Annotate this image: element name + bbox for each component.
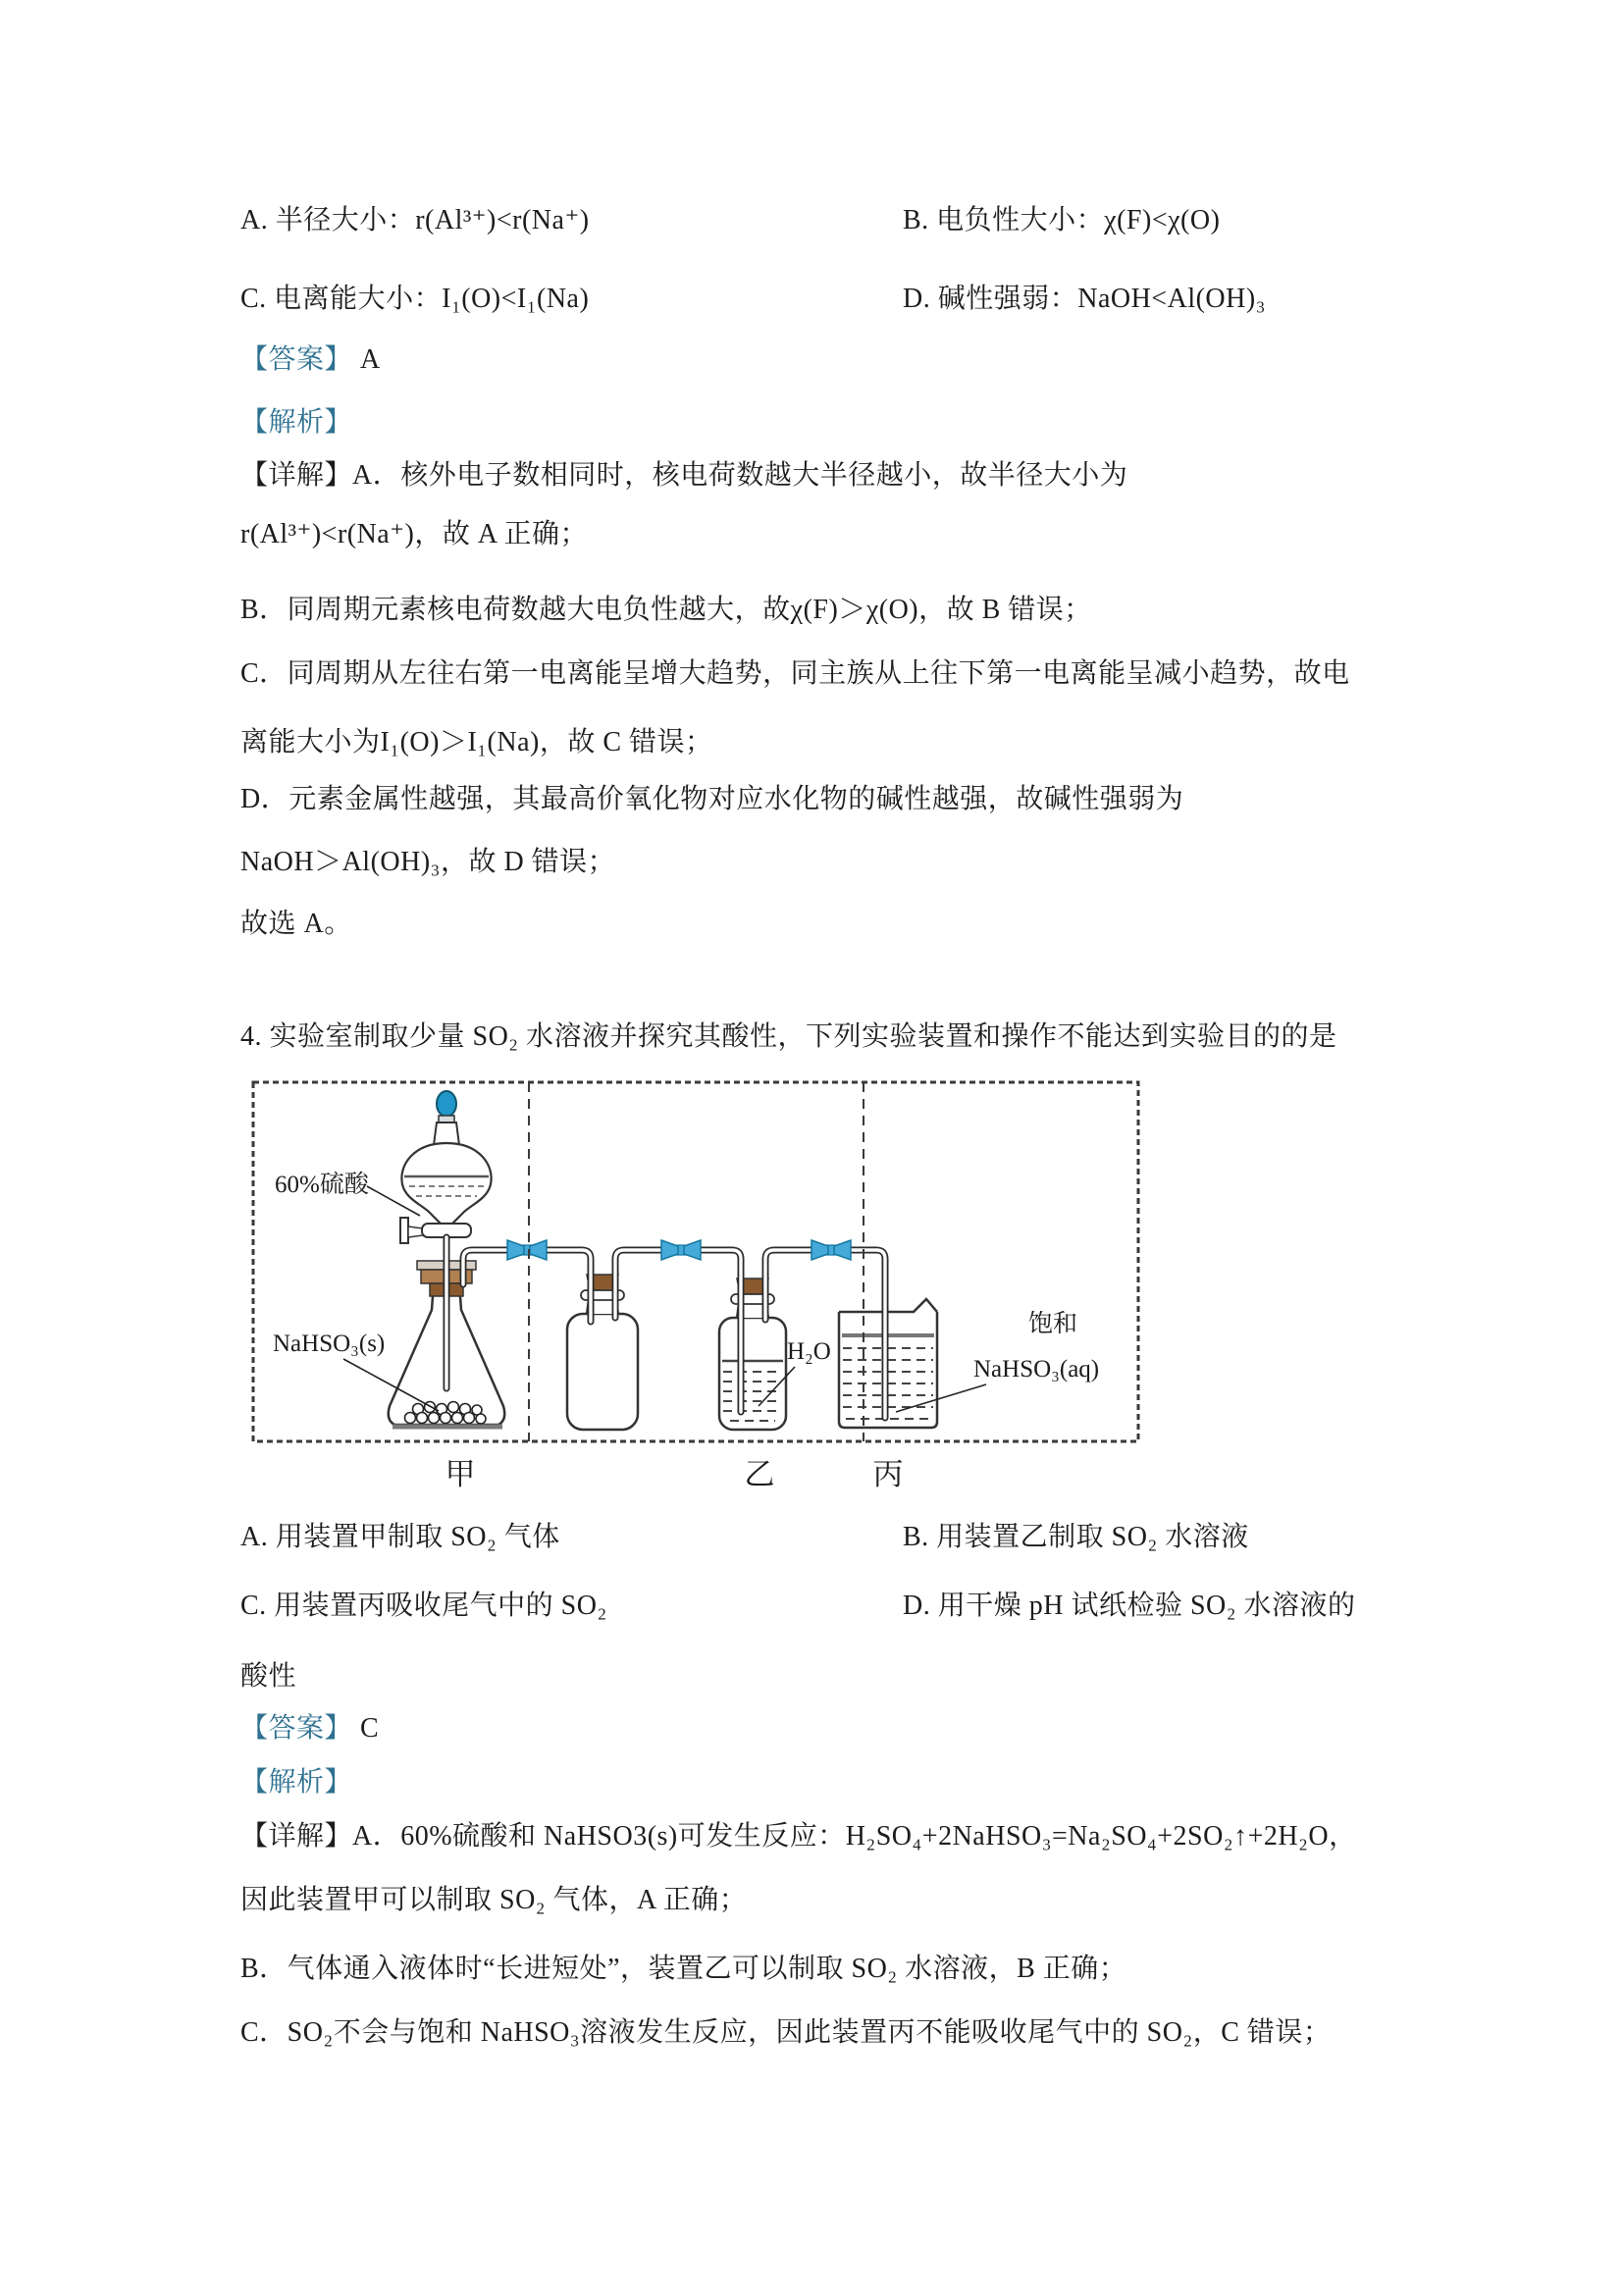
q3-detail-line: B．同周期元素核电荷数越大电负性越大，故χ(F)＞χ(O)，故 B 错误； [240,595,1092,625]
funnel-stopcock [400,1218,471,1243]
device-label-yi: 乙 [744,1457,775,1491]
saturated-label-line2: NaHSO₃(aq) [973,1356,1100,1383]
q3-option-d: D. 碱性强弱：NaOH<Al(OH)₃ [903,284,1266,314]
q3-detail-line: 【详解】A．核外电子数相同时，核电荷数越大半径越小，故半径大小为 [240,460,1128,491]
q3-option-b: B. 电负性大小：χ(F)<χ(O) [903,205,1221,235]
q3-detail-line: 离能大小为I₁(O)＞I₁(Na)，故 C 错误； [240,727,713,757]
q4-detail-line: B．气体通入液体时“长进短处”，装置乙可以制取 SO₂ 水溶液，B 正确； [240,1954,1127,1984]
separating-funnel [400,1091,492,1243]
q4-answer-value: C [360,1713,380,1744]
q4-option-b: B. 用装置乙制取 SO₂ 水溶液 [903,1522,1249,1552]
gas-bottle-water [719,1302,786,1430]
analysis-tag: 【解析】 [240,407,353,438]
funnel-stopper-knob [437,1091,456,1117]
q4-option-c: C. 用装置丙吸收尾气中的 SO₂ [240,1591,607,1621]
acid-label: 60%硫酸 [275,1172,369,1198]
gas-bottle-empty [567,1298,638,1430]
q4-option-a: A. 用装置甲制取 SO₂ 气体 [240,1522,560,1552]
q4-detail-line: C．SO₂不会与饱和 NaHSO₃溶液发生反应，因此装置丙不能吸收尾气中的 SO₂，C 错误； [240,2017,1332,2048]
q4-analysis-line [240,1766,352,1800]
q3-answer-line [240,343,381,377]
valve-icon [507,1240,547,1260]
q4-option-d-continuation: 酸性 [240,1661,297,1692]
saturated-label-line1: 饱和 [1028,1311,1078,1337]
device-label-jia: 甲 [445,1457,476,1491]
q4-answer-line [240,1712,379,1746]
q4-detail-line: 因此装置甲可以制取 SO₂ 气体，A 正确； [240,1885,748,1915]
valve-icon [661,1240,701,1260]
q3-option-a: A. 半径大小：r(Al³⁺)<r(Na⁺) [240,205,590,235]
diagram-border [253,1082,1138,1441]
apparatus-diagram [245,1074,1158,1511]
q3-conclusion-line: 故选 A。 [240,909,352,939]
device-label-bing: 丙 [872,1457,904,1491]
q3-detail-line: D．元素金属性越强，其最高价氧化物对应水化物的碱性越强，故碱性强弱为 [240,784,1184,814]
q3-detail-line: NaOH＞Al(OH)₃，故 D 错误； [240,847,616,877]
q3-detail-line: C．同周期从左往右第一电离能呈增大趋势，同主族从上往下第一电离能呈减小趋势，故电 [240,658,1350,689]
q4-option-d: D. 用干燥 pH 试纸检验 SO₂ 水溶液的 [903,1591,1356,1621]
q3-option-c: C. 电离能大小：I₁(O)<I₁(Na) [240,284,590,314]
answer-tag: 【答案】 [240,1713,353,1744]
q4-stem: 4. 实验室制取少量 SO₂ 水溶液并探究其酸性，下列实验装置和操作不能达到实验目的的是 [240,1021,1337,1052]
q4-detail-line: 【详解】A．60%硫酸和 NaHSO3(s)可发生反应：H₂SO₄+2NaHSO₃=Na₂SO₄+2SO₂↑+2H₂O， [240,1821,1357,1852]
analysis-tag: 【解析】 [240,1767,353,1798]
solid-label: NaHSO₃(s) [273,1331,386,1357]
q3-detail-line: r(Al³⁺)<r(Na⁺)，故 A 正确； [240,519,589,549]
valve-icon [812,1240,851,1260]
gas-tubing [446,1237,885,1418]
water-label: H₂O [787,1338,831,1365]
q3-answer-value: A [360,344,381,375]
q3-analysis-line [240,406,352,440]
answer-tag: 【答案】 [240,344,353,375]
